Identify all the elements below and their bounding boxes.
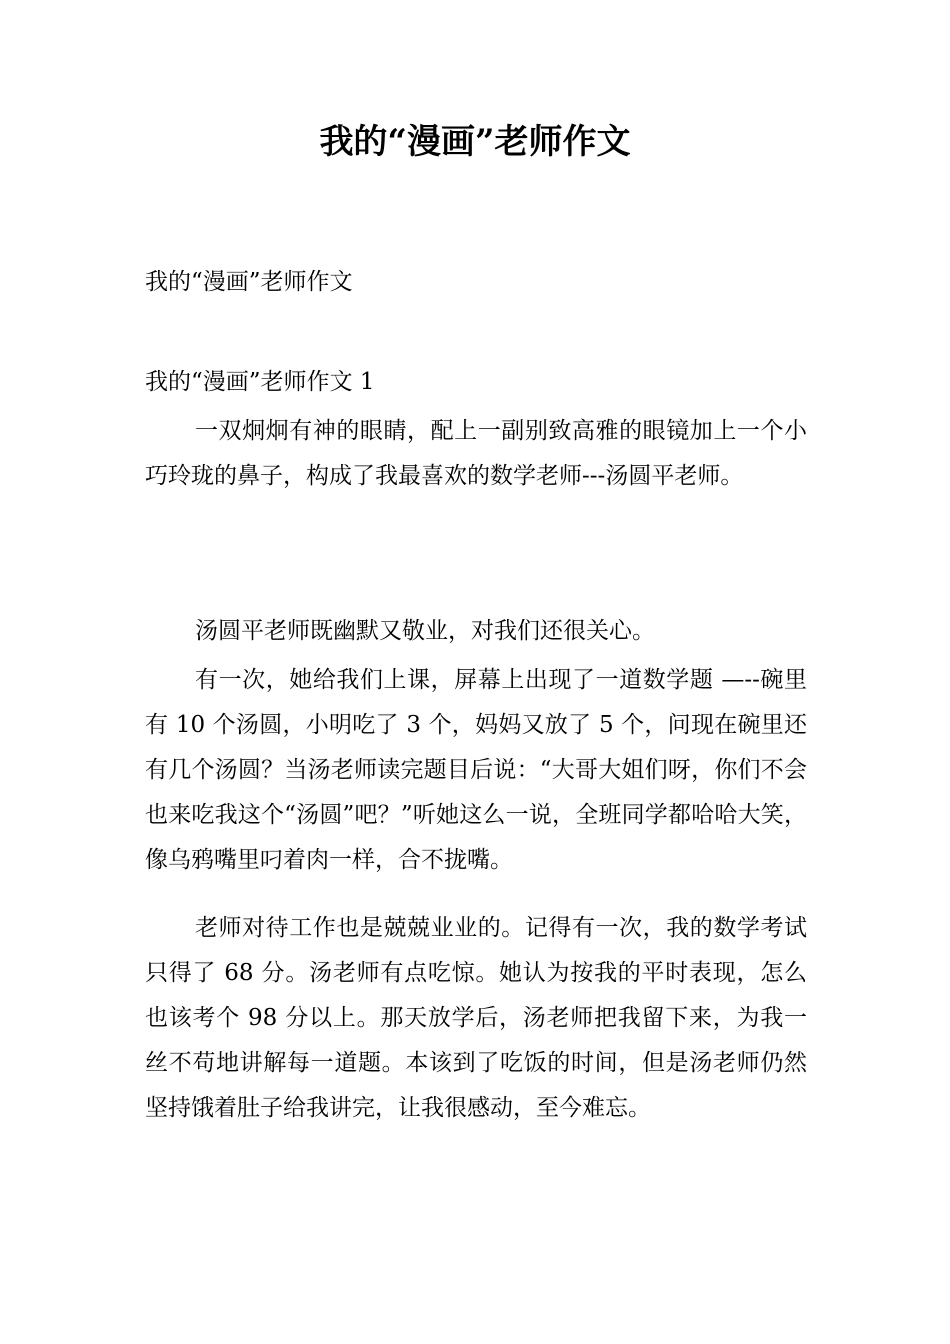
essay-heading: 我的“漫画”老师作文 1: [145, 369, 375, 395]
document-subtitle: 我的“漫画”老师作文: [145, 269, 353, 295]
paragraph: 汤圆平老师既幽默又敬业，对我们还很关心。: [195, 618, 655, 644]
paragraph: 一双炯炯有神的眼睛，配上一副别致高雅的眼镜加上一个小巧玲珑的鼻子，构成了我最喜欢的数学老师---汤圆平老师。: [145, 418, 807, 489]
document-title: 我的“漫画”老师作文: [319, 122, 631, 162]
paragraph: 有一次，她给我们上课，屏幕上出现了一道数学题 —--碗里有 10 个汤圆，小明吃了 3 个，妈妈又放了 5 个，问现在碗里还有几个汤圆？当汤老师读完题目后说：“大哥大姐们呀，你们不会也来吃我这个“汤圆”吧？”听她这么一说，全班同学都哈哈大笑，像乌鸦嘴里叼着肉一样，合不拢嘴。: [145, 667, 807, 873]
paragraph: 老师对待工作也是兢兢业业的。记得有一次，我的数学考试只得了 68 分。汤老师有点吃惊。她认为按我的平时表现，怎么也该考个 98 分以上。那天放学后，汤老师把我留下来，为我一丝不苟地讲解每一道题。本该到了吃饭的时间，但是汤老师仍然坚持饿着肚子给我讲完，让我很感动，至今难忘。: [145, 915, 807, 1121]
